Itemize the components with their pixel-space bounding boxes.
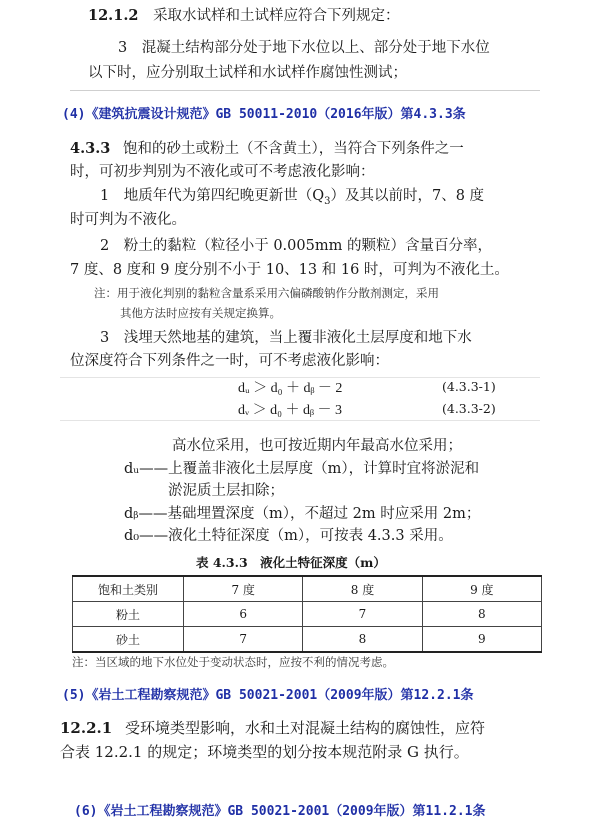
table-cell: 6: [184, 602, 303, 627]
clause-intro-line2: 时，可初步判别为不液化或可不考虑液化影响：: [70, 164, 375, 180]
liquefaction-depth-table: [72, 575, 542, 653]
table-header-cell: 9 度: [422, 576, 541, 602]
reference-6: (6)《岩土工程勘察规范》GB 50021-2001（2009年版）第11.2.1条: [74, 804, 486, 819]
item-3-line1: 3 浅埋天然地基的建筑，当上覆非液化土层厚度和地下水: [100, 330, 472, 346]
table-cell: 7: [303, 602, 422, 627]
divider: [60, 420, 540, 421]
table-header-row: [73, 576, 542, 602]
item-2-line2: 7 度、8 度和 9 度分别不小于 10、13 和 16 时，可判为不液化土。: [70, 262, 509, 278]
item-2-line1: 2 粉土的黏粒（粒径小于 0.005mm 的颗粒）含量百分率，: [100, 238, 492, 254]
item-1-line1: [100, 186, 484, 212]
table-cell: 粉土: [73, 602, 184, 627]
clause-intro: 饱和的砂土或粉土（不含黄土），当符合下列条件之一: [122, 141, 464, 157]
clause-number: 12.2.1: [60, 719, 113, 737]
definition-du-line1: dᵤ——上覆盖非液化土层厚度（m），计算时宜将淤泥和: [124, 461, 480, 477]
clause-4-3-3-line1: [70, 139, 464, 159]
definition-db: dᵦ——基础埋置深度（m），不超过 2m 时应采用 2m；: [124, 506, 481, 522]
table-caption: 表 4.3.3 液化土特征深度（m）: [196, 555, 386, 570]
divider: [70, 90, 540, 91]
item-1-line2: 时可判为不液化。: [70, 212, 186, 228]
table-row: [73, 627, 542, 653]
table-header-cell: 7 度: [184, 576, 303, 602]
note-line2: 其他方法时应按有关规定换算。: [120, 306, 281, 320]
table-cell: 砂土: [73, 627, 184, 653]
clause-text: 采取水试样和土试样应符合下列规定：: [153, 8, 400, 24]
table-cell: 9: [422, 627, 541, 653]
equation-2-number: (4.3.3-2): [442, 401, 496, 416]
clause-12-2-1-line1: [60, 717, 485, 739]
table-note: 注：当区域的地下水位处于变动状态时，应按不利的情况考虑。: [72, 655, 394, 669]
table-cell: 7: [184, 627, 303, 653]
item-3-line2: 位深度符合下列条件之一时，可不考虑液化影响：: [70, 353, 389, 369]
reference-4: (4)《建筑抗震设计规范》GB 50011-2010（2016年版）第4.3.3条: [62, 107, 466, 122]
note-line1: 注：用于液化判别的黏粒含量系采用六偏磷酸钠作分散剂测定，采用: [94, 286, 439, 300]
table-row: [73, 602, 542, 627]
clause-number: 12.1.2: [88, 7, 139, 24]
equation-1-number: (4.3.3-1): [442, 379, 496, 394]
clause-12-1-2: [88, 6, 400, 26]
clause-text: 受环境类型影响，水和土对混凝土结构的腐蚀性，应符: [124, 719, 485, 737]
equation-2: dᵥ ＞ d₀ ＋ dᵦ － 3: [238, 403, 342, 418]
water-level-text: 高水位采用，也可按近期内年最高水位采用；: [172, 438, 462, 454]
definition-du-line2: 淤泥质土层扣除；: [168, 483, 284, 499]
item-1-text-a: 1 地质年代为第四纪晚更新世（Q: [100, 188, 325, 204]
table-header-cell: 饱和土类别: [73, 576, 184, 602]
clause-number: 4.3.3: [70, 140, 111, 157]
table-cell: 8: [422, 602, 541, 627]
item-1-text-b: ）及其以前时，7、8 度: [330, 188, 485, 204]
reference-5: (5)《岩土工程勘察规范》GB 50021-2001（2009年版）第12.2.1条: [62, 688, 474, 703]
table-cell: 8: [303, 627, 422, 653]
definition-d0: d₀——液化土特征深度（m），可按表 4.3.3 采用。: [124, 528, 453, 544]
equation-1: dᵤ ＞ d₀ ＋ dᵦ － 2: [238, 381, 343, 396]
clause-12-2-1-line2: 合表 12.2.1 的规定；环境类型的划分按本规范附录 G 执行。: [60, 743, 469, 761]
clause-item-3-line2: 以下时，应分别取土试样和水试样作腐蚀性测试；: [88, 65, 407, 81]
table-header-cell: 8 度: [303, 576, 422, 602]
clause-item-3-line1: 3 混凝土结构部分处于地下水位以上、部分处于地下水位: [118, 40, 490, 56]
item-1-subscript: 3: [324, 195, 331, 207]
